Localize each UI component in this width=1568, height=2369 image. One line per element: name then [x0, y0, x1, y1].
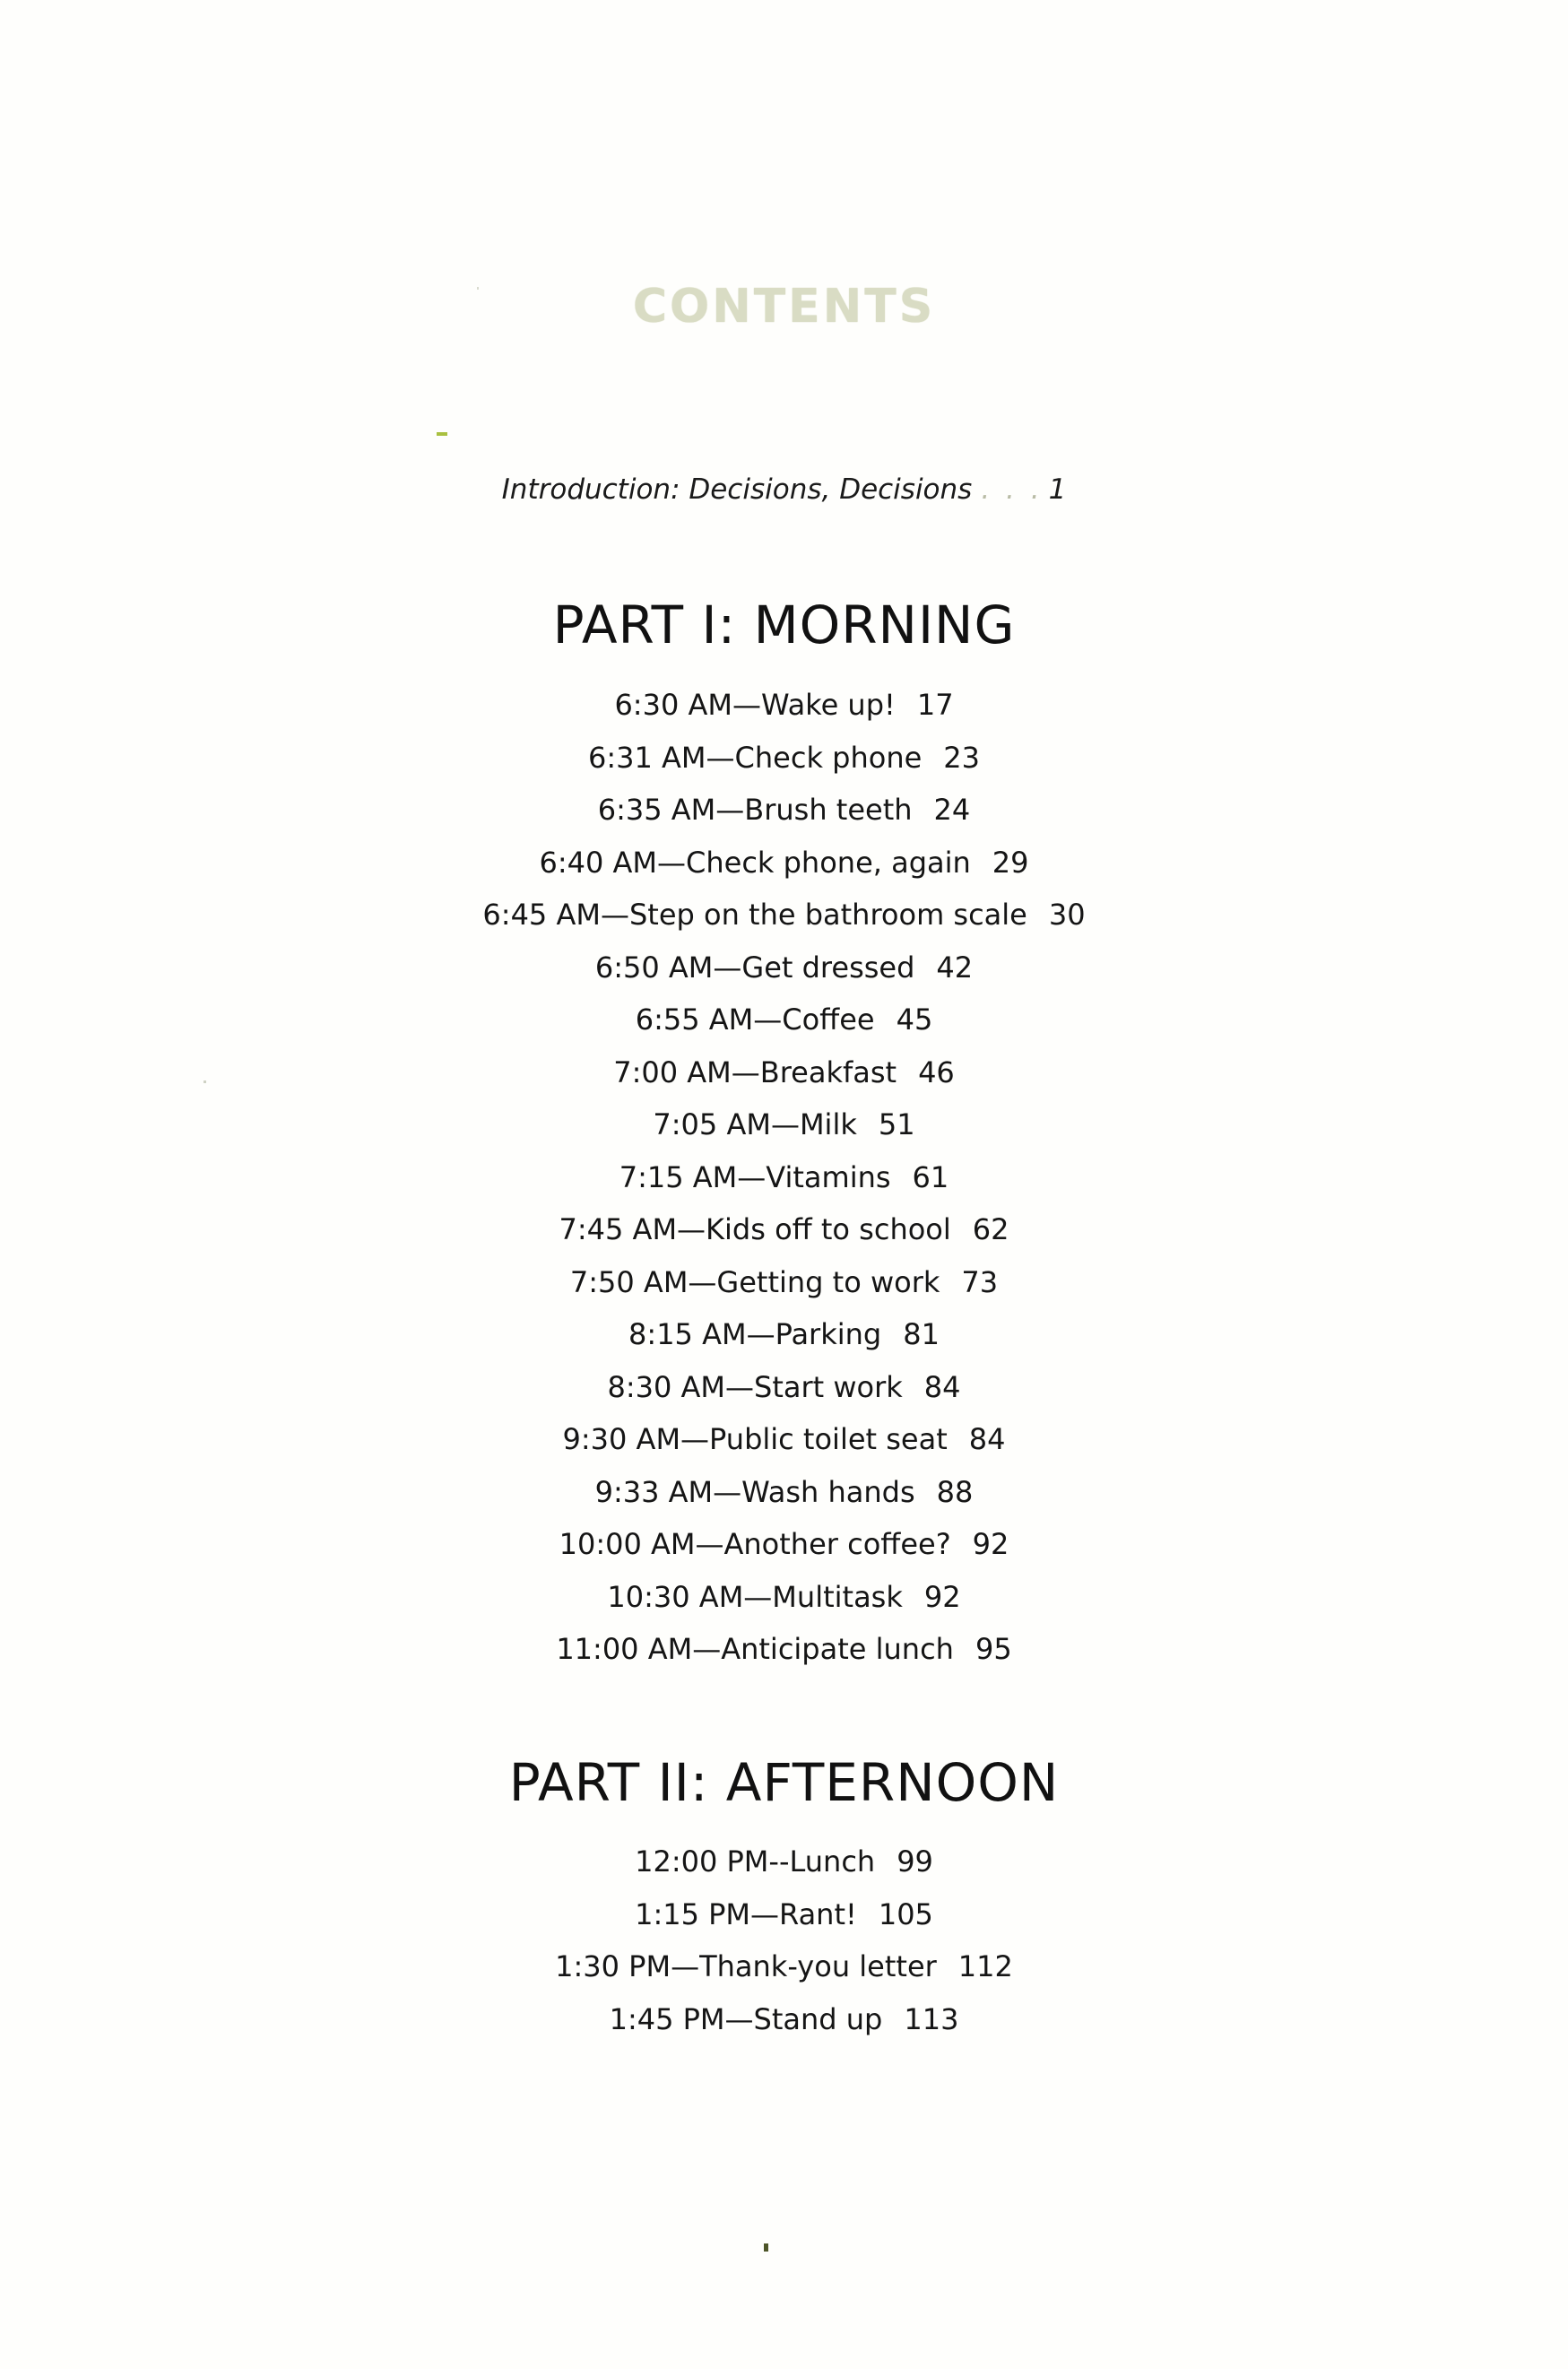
toc-entry[interactable] — [0, 1571, 1568, 1624]
toc-entry-label: 1:45 PM—Stand up — [609, 2001, 883, 2036]
toc-entry[interactable] — [0, 1993, 1568, 2046]
toc-entry[interactable] — [0, 1203, 1568, 1256]
toc-entry[interactable] — [0, 1940, 1568, 1993]
toc-entry-label: 10:00 AM—Another coffee? — [559, 1527, 951, 1561]
toc-entry[interactable] — [0, 1466, 1568, 1519]
toc-entry[interactable] — [0, 942, 1568, 994]
toc-entry-label: 1:15 PM—Rant! — [635, 1896, 857, 1931]
toc-entry[interactable] — [0, 784, 1568, 837]
scan-speck — [204, 1080, 206, 1083]
toc-entry-page: 88 — [936, 1474, 974, 1509]
toc-entry[interactable] — [0, 889, 1568, 942]
toc-entry-page: 51 — [878, 1107, 915, 1141]
toc-entry-page: 29 — [992, 845, 1029, 880]
toc-entry-page: 61 — [912, 1159, 949, 1194]
toc-list-afternoon — [0, 1835, 1568, 2045]
toc-entry-label: 10:30 AM—Multitask — [607, 1579, 903, 1614]
toc-entry-label: 1:30 PM—Thank-you letter — [555, 1949, 937, 1983]
toc-entry-label: Introduction: Decisions, Decisions — [501, 473, 973, 506]
toc-entry-label: 6:50 AM—Get dressed — [594, 950, 915, 985]
toc-entry-page: 112 — [957, 1949, 1013, 1983]
toc-entry-page: 99 — [897, 1844, 933, 1879]
toc-entry-label: 9:33 AM—Wash hands — [594, 1474, 915, 1509]
toc-entry[interactable] — [0, 1623, 1568, 1676]
scan-speck — [437, 432, 447, 436]
toc-entry-page: 17 — [916, 688, 954, 722]
toc-entry[interactable] — [0, 1413, 1568, 1466]
dot-leader: . . . — [981, 473, 1044, 506]
part-heading-afternoon: PART II: AFTERNOON — [508, 1752, 1060, 1813]
toc-entry-label: 7:00 AM—Breakfast — [613, 1054, 897, 1089]
toc-entry[interactable] — [0, 1256, 1568, 1309]
page-title: CONTENTS — [632, 280, 936, 334]
toc-entry[interactable] — [0, 1888, 1568, 1941]
scan-speck — [477, 287, 479, 290]
toc-entry-page: 113 — [904, 2001, 959, 2036]
toc-entry-label: 6:31 AM—Check phone — [588, 740, 923, 775]
toc-entry-page: 81 — [903, 1317, 940, 1351]
toc-entry-label: 7:45 AM—Kids off to school — [559, 1212, 951, 1246]
toc-entry-page: 105 — [878, 1896, 933, 1931]
toc-entry-page: 42 — [936, 950, 974, 985]
toc-entry[interactable] — [0, 994, 1568, 1046]
toc-entry[interactable] — [0, 732, 1568, 785]
toc-entry-label: 8:15 AM—Parking — [628, 1317, 882, 1351]
toc-entry-label: 6:35 AM—Brush teeth — [597, 793, 913, 827]
toc-entry[interactable] — [0, 1308, 1568, 1361]
toc-entry-label: 11:00 AM—Anticipate lunch — [556, 1632, 954, 1666]
toc-entry-label: 6:40 AM—Check phone, again — [539, 845, 971, 880]
toc-entry-page: 92 — [972, 1527, 1009, 1561]
toc-entry[interactable] — [0, 1046, 1568, 1099]
toc-entry-label: 7:15 AM—Vitamins — [619, 1159, 891, 1194]
toc-entry-label: 12:00 PM--Lunch — [635, 1844, 876, 1879]
toc-entry-label: 7:05 AM—Milk — [653, 1107, 857, 1141]
toc-entry[interactable] — [0, 1361, 1568, 1414]
toc-entry[interactable] — [0, 1151, 1568, 1204]
toc-entry-label: 6:45 AM—Step on the bathroom scale — [482, 898, 1027, 932]
toc-entry-page: 92 — [923, 1579, 961, 1614]
toc-entry-page: 84 — [923, 1369, 961, 1404]
toc-entry-label: 7:50 AM—Getting to work — [569, 1264, 940, 1299]
toc-entry[interactable] — [0, 1098, 1568, 1151]
toc-entry[interactable] — [0, 679, 1568, 732]
scan-speck — [764, 2243, 768, 2252]
toc-entry-page: 46 — [918, 1054, 955, 1089]
toc-entry[interactable] — [0, 837, 1568, 889]
toc-entry-introduction[interactable] — [0, 472, 1568, 508]
toc-entry-page: 73 — [961, 1264, 999, 1299]
toc-entry-page: 24 — [933, 793, 971, 827]
toc-entry-label: 8:30 AM—Start work — [607, 1369, 903, 1404]
toc-entry-page: 30 — [1048, 898, 1086, 932]
toc-list-morning — [0, 679, 1568, 1676]
toc-entry-page: 84 — [968, 1422, 1006, 1456]
toc-entry-label: 6:30 AM—Wake up! — [614, 688, 896, 722]
toc-entry-page: 95 — [975, 1632, 1012, 1666]
toc-entry-page: 45 — [896, 1002, 933, 1037]
toc-entry[interactable] — [0, 1518, 1568, 1571]
toc-entry-label: 9:30 AM—Public toilet seat — [562, 1422, 948, 1456]
toc-entry-label: 6:55 AM—Coffee — [635, 1002, 875, 1037]
toc-entry-page: 1 — [1048, 473, 1067, 506]
toc-entry-page: 62 — [972, 1212, 1009, 1246]
toc-entry[interactable] — [0, 1835, 1568, 1888]
toc-entry-page: 23 — [943, 740, 980, 775]
part-heading-morning: PART I: MORNING — [552, 594, 1016, 655]
